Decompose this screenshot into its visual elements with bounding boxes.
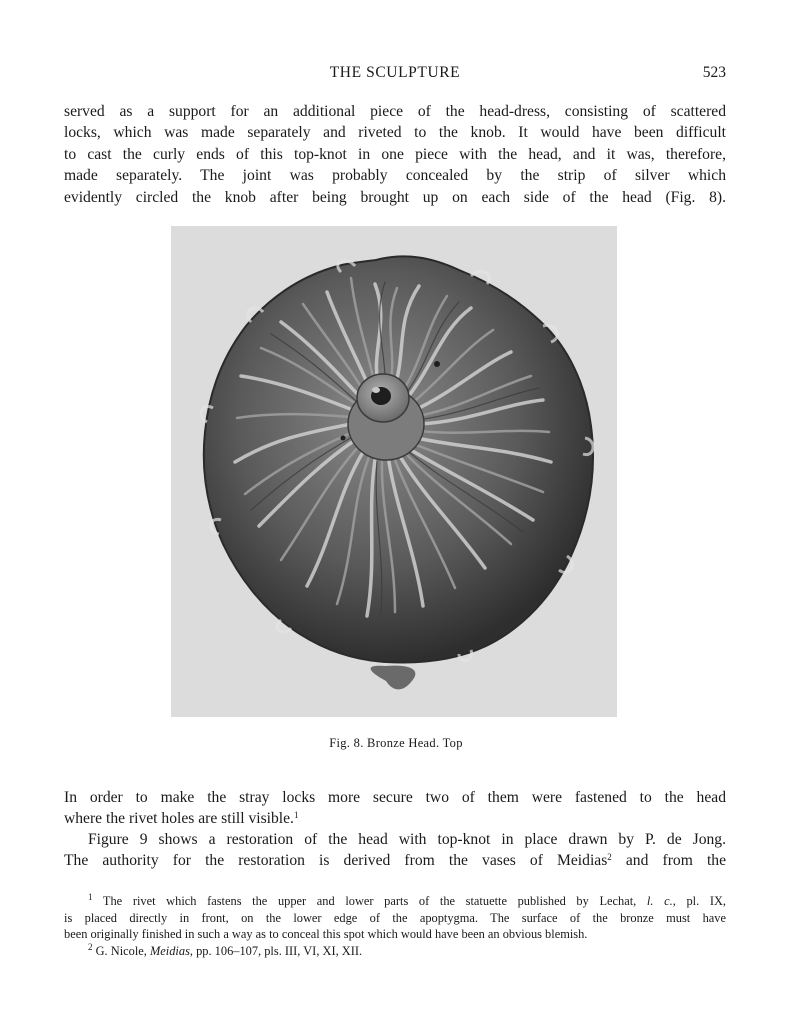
footnote-1-line: been originally finished in such a way as to conceal this spot which would have been an obvious blemish. — [64, 927, 588, 942]
paragraph-3 — [64, 829, 726, 872]
footnote-1 — [64, 893, 726, 943]
paragraph-2-text: where the rivet holes are still visible. — [64, 810, 294, 828]
paragraph-2-line — [64, 808, 726, 829]
paragraph-1-line: evidently circled the knob after being brought up on each side of the head (Fig. 8). — [64, 188, 726, 206]
footnote-2-text: , pp. 106–107, pls. III, VI, XI, XII. — [189, 944, 363, 958]
paragraph-3-text: The authority for the restoration is derived from the vases of Meidias — [64, 852, 608, 870]
paragraph-3-line — [64, 850, 726, 871]
footnote-ref-2: 2 — [607, 852, 612, 863]
footnote-1-text: , pl. IX, — [672, 894, 726, 908]
paragraph-1-line: served as a support for an additional piece of the head-dress, consisting of scattered — [64, 103, 726, 120]
paragraph-3-line: Figure 9 shows a restoration of the head with top-knot in place drawn by P. de Jong. — [88, 831, 726, 848]
footnote-1-line: is placed directly in front, on the lower edge of the apoptygma. The surface of the bronze must have — [64, 910, 726, 925]
rivet-hole — [434, 361, 440, 367]
running-head — [64, 64, 726, 86]
footnote-2-italic: Meidias — [149, 944, 190, 958]
figure-bronze-head-photo — [171, 226, 617, 717]
paragraph-2 — [64, 787, 726, 830]
bronze-head-image — [171, 226, 617, 717]
page-number: 523 — [702, 64, 726, 81]
paragraph-1-line: locks, which was made separately and riveted to the knob. It would have been difficult — [64, 124, 726, 142]
footnote-2-line — [64, 943, 726, 960]
footnote-1-italic: l. c. — [646, 894, 673, 908]
footnote-1-text: The rivet which fastens the upper and lower parts of the statuette published by Lechat, — [92, 894, 647, 908]
paragraph-1 — [64, 101, 726, 208]
footnote-1-line — [64, 893, 726, 910]
footnote-2-marker: 2 — [88, 942, 93, 952]
paragraph-3-text: and from the — [611, 852, 726, 870]
paragraph-1-line: to cast the curly ends of this top-knot in one piece with the head, and it was, therefore, — [64, 145, 726, 163]
footnote-1-marker: 1 — [88, 892, 93, 902]
rivet-hole — [341, 436, 346, 441]
figure-caption: Fig. 8. Bronze Head. Top — [329, 736, 463, 750]
footnote-2 — [64, 943, 726, 960]
paragraph-1-line: made separately. The joint was probably concealed by the strip of silver which — [64, 167, 726, 185]
footnote-ref-1: 1 — [293, 810, 299, 821]
footnote-2-text: G. Nicole, — [92, 944, 150, 958]
running-head-title: THE SCULPTURE — [329, 64, 461, 81]
paragraph-2-line: In order to make the stray locks more secure two of them were fastened to the head — [64, 789, 726, 806]
